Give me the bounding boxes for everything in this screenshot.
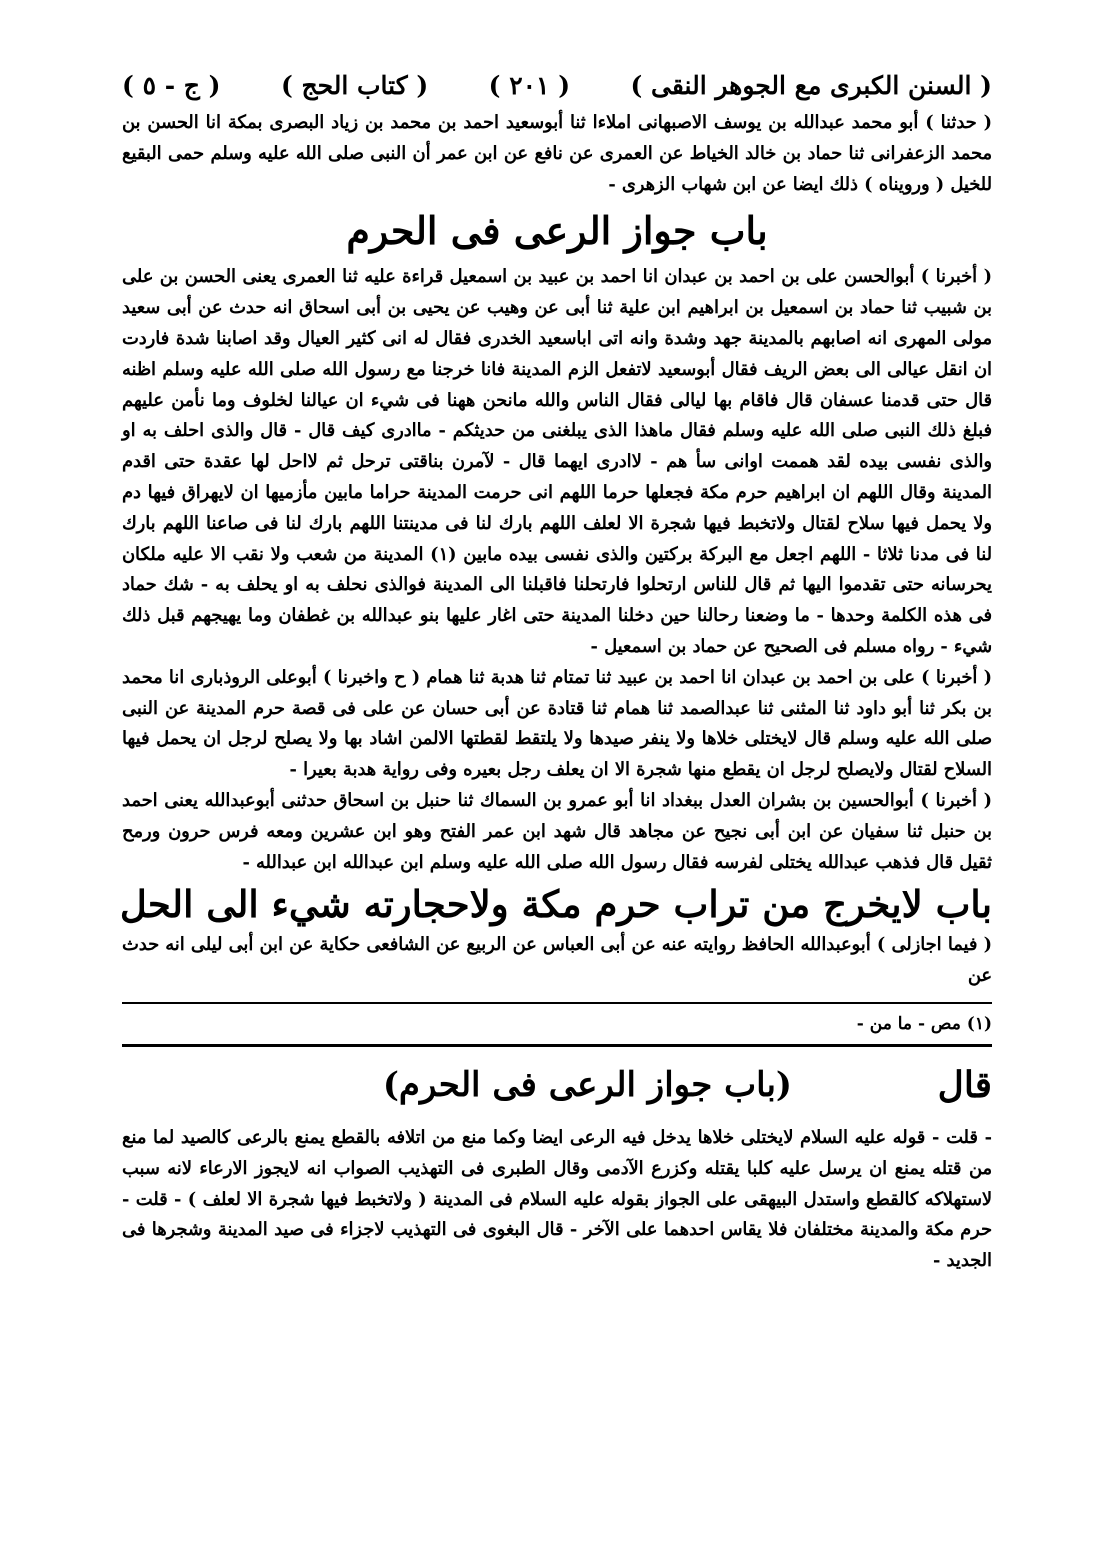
hadith-paragraph: ( أخبرنا ) أبوالحسن على بن احمد بن عبدان انا احمد بن عبيد بن اسمعيل قراءة عليه ثنا العمرى يعنى الحسن بن على بن شبيب ثنا حماد بن اسمعيل بن ابراهيم ابن علية ثنا أبى عن وهيب عن يحيى بن أبى اسحاق انه حدث عن أبى سعيد مولى المهرى انه اصابهم بالمدينة جهد وشدة وانه اتى اباسعيد الخدرى فقال له انى كثير العيال وقد اصابنا شدة فاردت ان انقل عيالى الى بعض الريف فقال أبوسعيد لاتفعل الزم المدينة فانا خرجنا مع رسول الله صلى الله عليه وسلم اظنه قال حتى قدمنا عسفان قال فاقام بها ليالى فقال الناس والله مانحن ههنا فى شيء ان عيالنا لخلوف وما نأمن عليهم فبلغ ذلك النبى صلى الله عليه وسلم فقال ماهذا الذى يبلغنى من حديثكم - ماادرى كيف قال - قال والذى احلف به او والذى نفسى بيده لقد هممت اوانى سأ هم - لاادرى ايهما قال - لآمرن بناقتى ترحل ثم لااحل لها عقدة حتى اقدم المدينة وقال اللهم ان ابراهيم حرم مكة فجعلها حرما اللهم انى حرمت المدينة حراما مابين مأزميها ان لايهراق فيها دم ولا يحمل فيها سلاح لقتال ولاتخبط فيها شجرة الا لعلف اللهم بارك لنا فى مدينتنا اللهم بارك لنا فى صاعنا اللهم بارك لنا فى مدنا ثلاثا - اللهم اجعل مع البركة بركتين والذى نفسى بيده مابين (١) المدينة من شعب ولا نقب الا عليه ملكان يحرسانه حتى تقدموا اليها ثم قال للناس ارتحلوا فارتحلنا فاقبلنا الى المدينة فوالذى نحلف به او يحلف به - شك حماد فى هذه الكلمة وحدها - ما وضعنا رحالنا حين دخلنا المدينة حتى اغار عليها بنو عبدالله بن غطفان وما يهيجهم قبل ذلك شيء - رواه مسلم فى الصحيح عن حماد بن اسمعيل -	[122, 266, 993, 657]
page-header	[122, 62, 992, 108]
page-number: ( ٢٠١ )	[488, 70, 571, 100]
volume-number: ( ج - ٥ )	[122, 70, 221, 100]
commentary-qal: قال	[937, 1063, 992, 1106]
hadith-paragraph: ( فيما اجازلى ) أبوعبدالله الحافظ روايته عنه عن أبى العباس عن الربيع عن الشافعى حكاية عن ابن أبى ليلى انه حدث عن	[122, 934, 992, 987]
chapter-title: ( كتاب الحج )	[280, 70, 429, 100]
commentary-heading	[122, 1047, 992, 1123]
commentary-paragraph: - قلت - قوله عليه السلام لايختلى خلاها يدخل فيه الرعى ايضا وكما منع من اتلافه بالقطع يمنع بالرعى كالصيد لما منع من قتله يمنع ان يرسل عليه كلبا يقتله وكزرع الآدمى وقال الطبرى فى التهذيب الصواب انه لايجوز الارعاء لانه سبب لاستهلاكه كالقطع واستدل البيهقى على الجواز بقوله عليه السلام فى المدينة ( ولاتخبط فيها شجرة الا لعلف ) - قلت - حرم مكة والمدينة مختلفان فلا يقاس احدهما على الآخر - قال البغوى فى التهذيب لاجزاء فى صيد المدينة وشجرها فى الجديد -	[122, 1126, 992, 1272]
hadith-paragraph: ( أخبرنا ) أبوالحسين بن بشران العدل ببغداد انا أبو عمرو بن السماك ثنا حنبل بن اسحاق حدثنى أبوعبدالله يعنى احمد بن حنبل ثنا سفيان عن ابن أبى نجيح عن مجاهد قال شهد ابن عمر الفتح وهو ابن عشرين ومعه فرس حرون ورمح ثقيل قال فذهب عبدالله يختلى لفرسه فقال رسول الله صلى الله عليه وسلم ابن عبدالله ابن عبدالله -	[122, 789, 992, 873]
intro-hadith: ( حدثنا ) أبو محمد عبدالله بن يوسف الاصبهانى املاءا ثنا أبوسعيد احمد بن محمد بن زياد البصرى بمكة انا الحسن بن محمد الزعفرانى ثنا حماد بن خالد الخياط عن العمرى عن نافع عن ابن عمر أن النبى صلى الله عليه وسلم حمى البقيع للخيل ( ورويناه ) ذلك ايضا عن ابن شهاب الزهرى -	[122, 112, 992, 195]
section-title-bab-soil: باب لايخرج من تراب حرم مكة ولاحجارته شيء الى الحل	[119, 882, 992, 927]
commentary-title: (باب جواز الرعى فى الحرم)	[382, 1064, 792, 1105]
book-title: ( السنن الكبرى مع الجوهر النقى )	[630, 70, 992, 100]
page	[119, 62, 993, 1277]
section-title-bab-grazing: باب جواز الرعى فى الحرم	[346, 208, 768, 254]
footnote: (١) مص - ما من -	[856, 1013, 992, 1034]
hadith-paragraph: ( أخبرنا ) على بن احمد بن عبدان انا احمد بن عبيد ثنا تمتام ثنا هدبة ثنا همام ( ح واخبرنا ) أبوعلى الروذبارى انا محمد بن بكر ثنا أبو داود ثنا المثنى ثنا عبدالصمد ثنا همام ثنا قتادة عن أبى حسان عن على فى قصة حرم المدينة عن النبى صلى الله عليه وسلم قال لايختلى خلاها ولا ينفر صيدها ولا يلتقط لقطتها الالمن اشاد بها ولا يصلح لرجل ان يحمل فيها السلاح لقتال ولايصلح لرجل ان يقطع منها شجرة الا ان يعلف رجل بعيره وفى رواية هدبة بعيرا -	[122, 666, 992, 781]
